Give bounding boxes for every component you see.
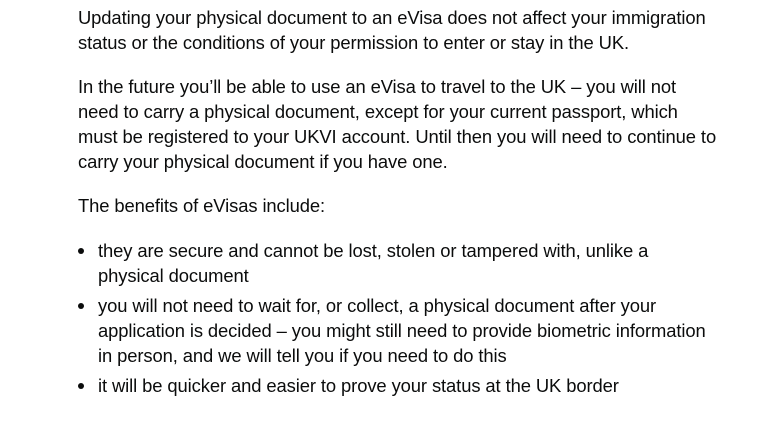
paragraph-immigration-status: Updating your physical document to an eVisa does not affect your immigration status or the conditions of your permission to enter or stay in the UK. [78, 7, 706, 53]
paragraph-future-travel: In the future you’ll be able to use an eVisa to travel to the UK – you will not need to carry a physical document, except for your current passport, which must be registered to your UKVI account. Until then you will need to continue to carry your physical document if you have one. [78, 76, 717, 172]
main-content [78, 5, 718, 403]
list-item-text: you will not need to wait for, or collect, a physical document after your application is decided – you might still need to provide biometric information in person, and we will tell you if you need to do this [98, 295, 706, 366]
list-item-text: it will be quicker and easier to prove your status at the UK border [98, 375, 619, 396]
bullet-icon [78, 248, 84, 254]
benefits-intro: The benefits of eVisas include: [78, 195, 326, 216]
benefits-list [78, 238, 718, 398]
list-item [78, 238, 718, 288]
list-item-text: they are secure and cannot be lost, stolen or tampered with, unlike a physical document [98, 240, 649, 286]
bullet-icon [78, 303, 84, 309]
list-item [78, 293, 718, 368]
list-item [78, 373, 718, 398]
bullet-icon [78, 383, 84, 389]
